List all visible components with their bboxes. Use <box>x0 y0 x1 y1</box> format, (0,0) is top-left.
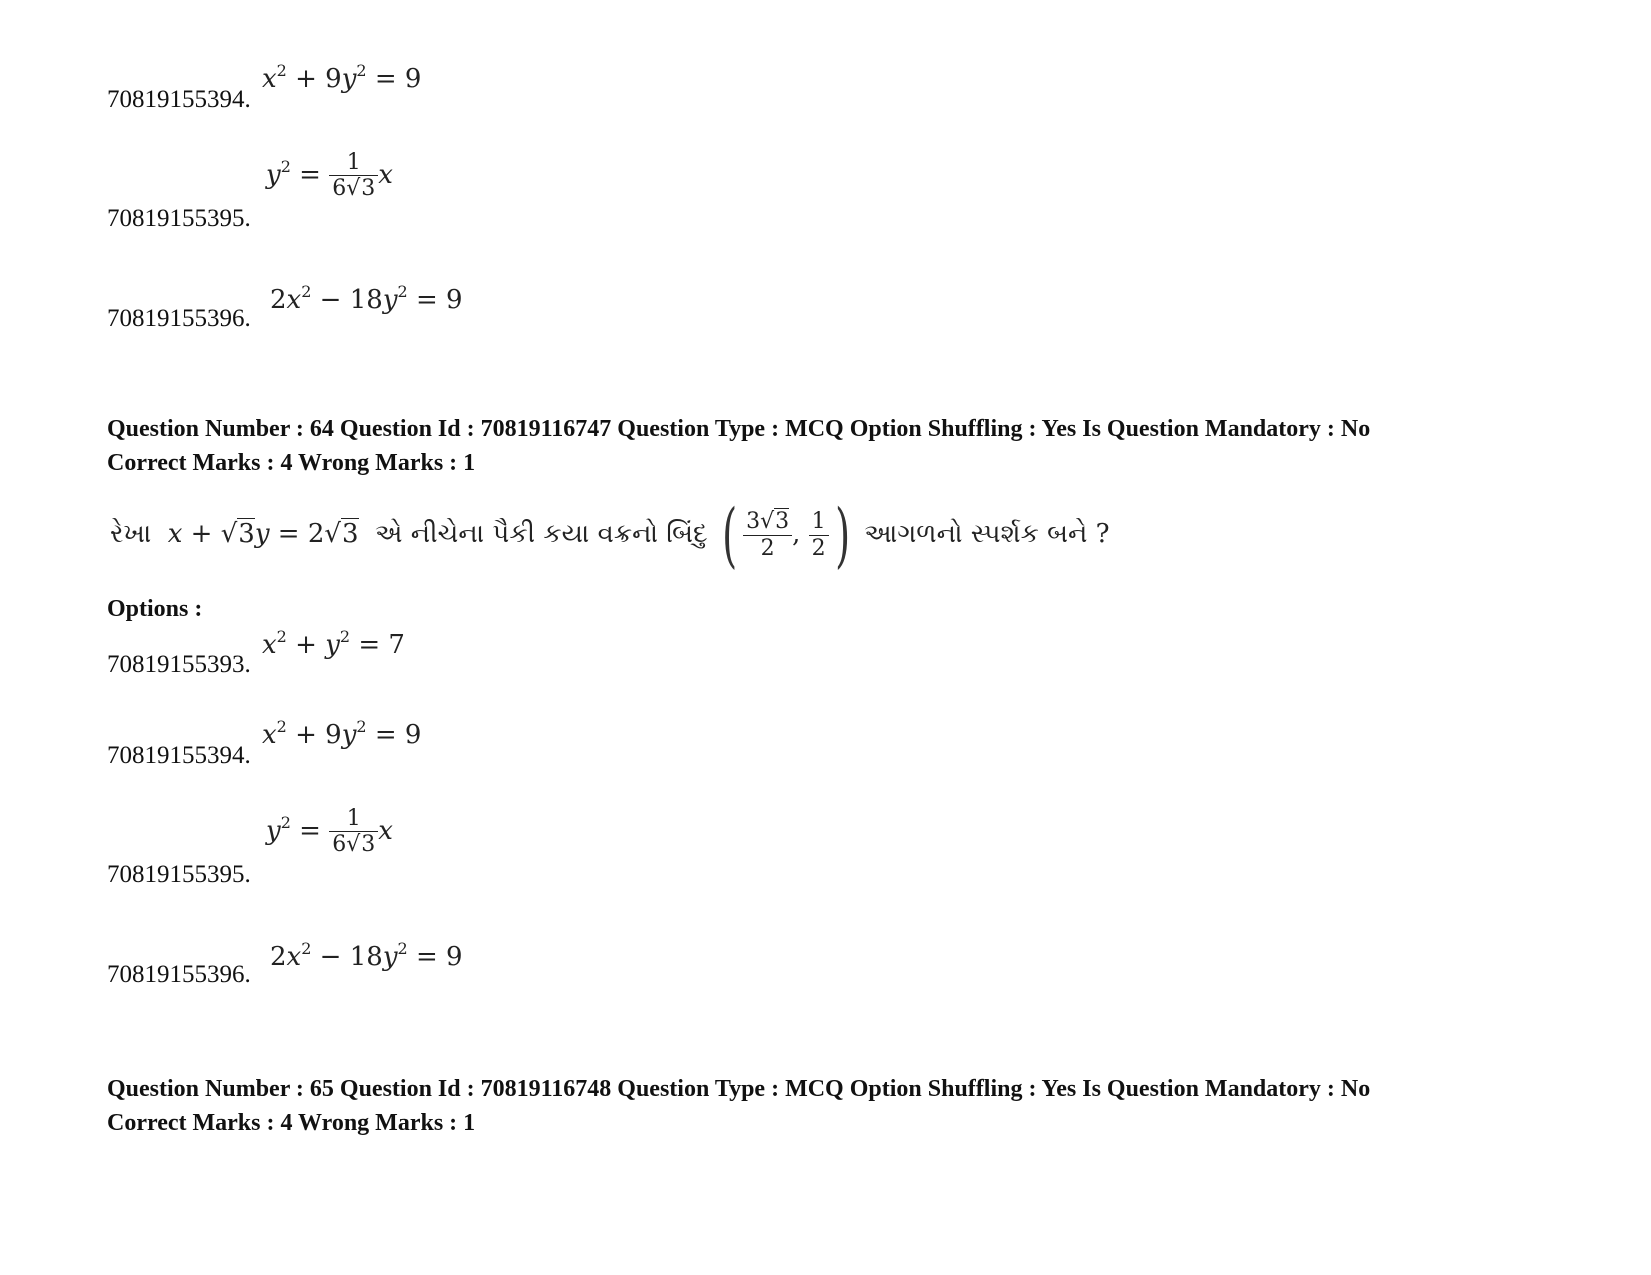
question-header-line1: Question Number : 64 Question Id : 70819116747 Question Type : MCQ Option Shuffling : Yes Is Question Mandatory : No <box>107 416 1371 442</box>
options-label: Options : <box>107 596 203 622</box>
option-equation: $2x^2 - 18y^2 = 9$ <box>270 939 463 972</box>
question-64-text <box>110 494 1110 576</box>
question-64-header <box>107 412 1370 480</box>
question-text-part: એ નીચેના પૈકી કયા વક્રનો બિંદુ <box>375 519 708 549</box>
option-equation: $y^2$ = $\frac{1}{6√3}$ x <box>266 806 393 858</box>
option-equation: $y^2$ = $\frac{1}{6√3}$ x <box>266 150 393 202</box>
option-equation: $x^2 + 9y^2 = 9$ <box>262 717 422 750</box>
question-65-header <box>107 1072 1370 1140</box>
question-header-line1: Question Number : 65 Question Id : 70819116748 Question Type : MCQ Option Shuffling : Yes Is Question Mandatory : No <box>107 1076 1371 1102</box>
point-expression: ( $\frac{3√3}{2}$ , $\frac{1}{2}$ ) <box>721 494 850 576</box>
option-id: 70819155394. <box>107 742 251 769</box>
option-equation: $x^2 + 9y^2 = 9$ <box>262 61 422 94</box>
option-equation: $x^2 + y^2 = 7$ <box>262 627 405 660</box>
question-header-line2: Correct Marks : 4 Wrong Marks : 1 <box>107 450 476 476</box>
option-id: 70819155395. <box>107 861 251 888</box>
option-id: 70819155395. <box>107 205 251 232</box>
line-equation: x + √3y = 2√3 <box>167 519 359 549</box>
question-text-part: રેખા <box>110 519 152 549</box>
question-text-part: આગળનો સ્પર્શક બને ? <box>864 519 1110 549</box>
option-equation: $2x^2 - 18y^2 = 9$ <box>270 282 463 315</box>
option-id: 70819155396. <box>107 305 251 332</box>
option-id: 70819155394. <box>107 86 251 113</box>
option-id: 70819155393. <box>107 651 251 678</box>
question-header-line2: Correct Marks : 4 Wrong Marks : 1 <box>107 1110 476 1136</box>
option-id: 70819155396. <box>107 961 251 988</box>
